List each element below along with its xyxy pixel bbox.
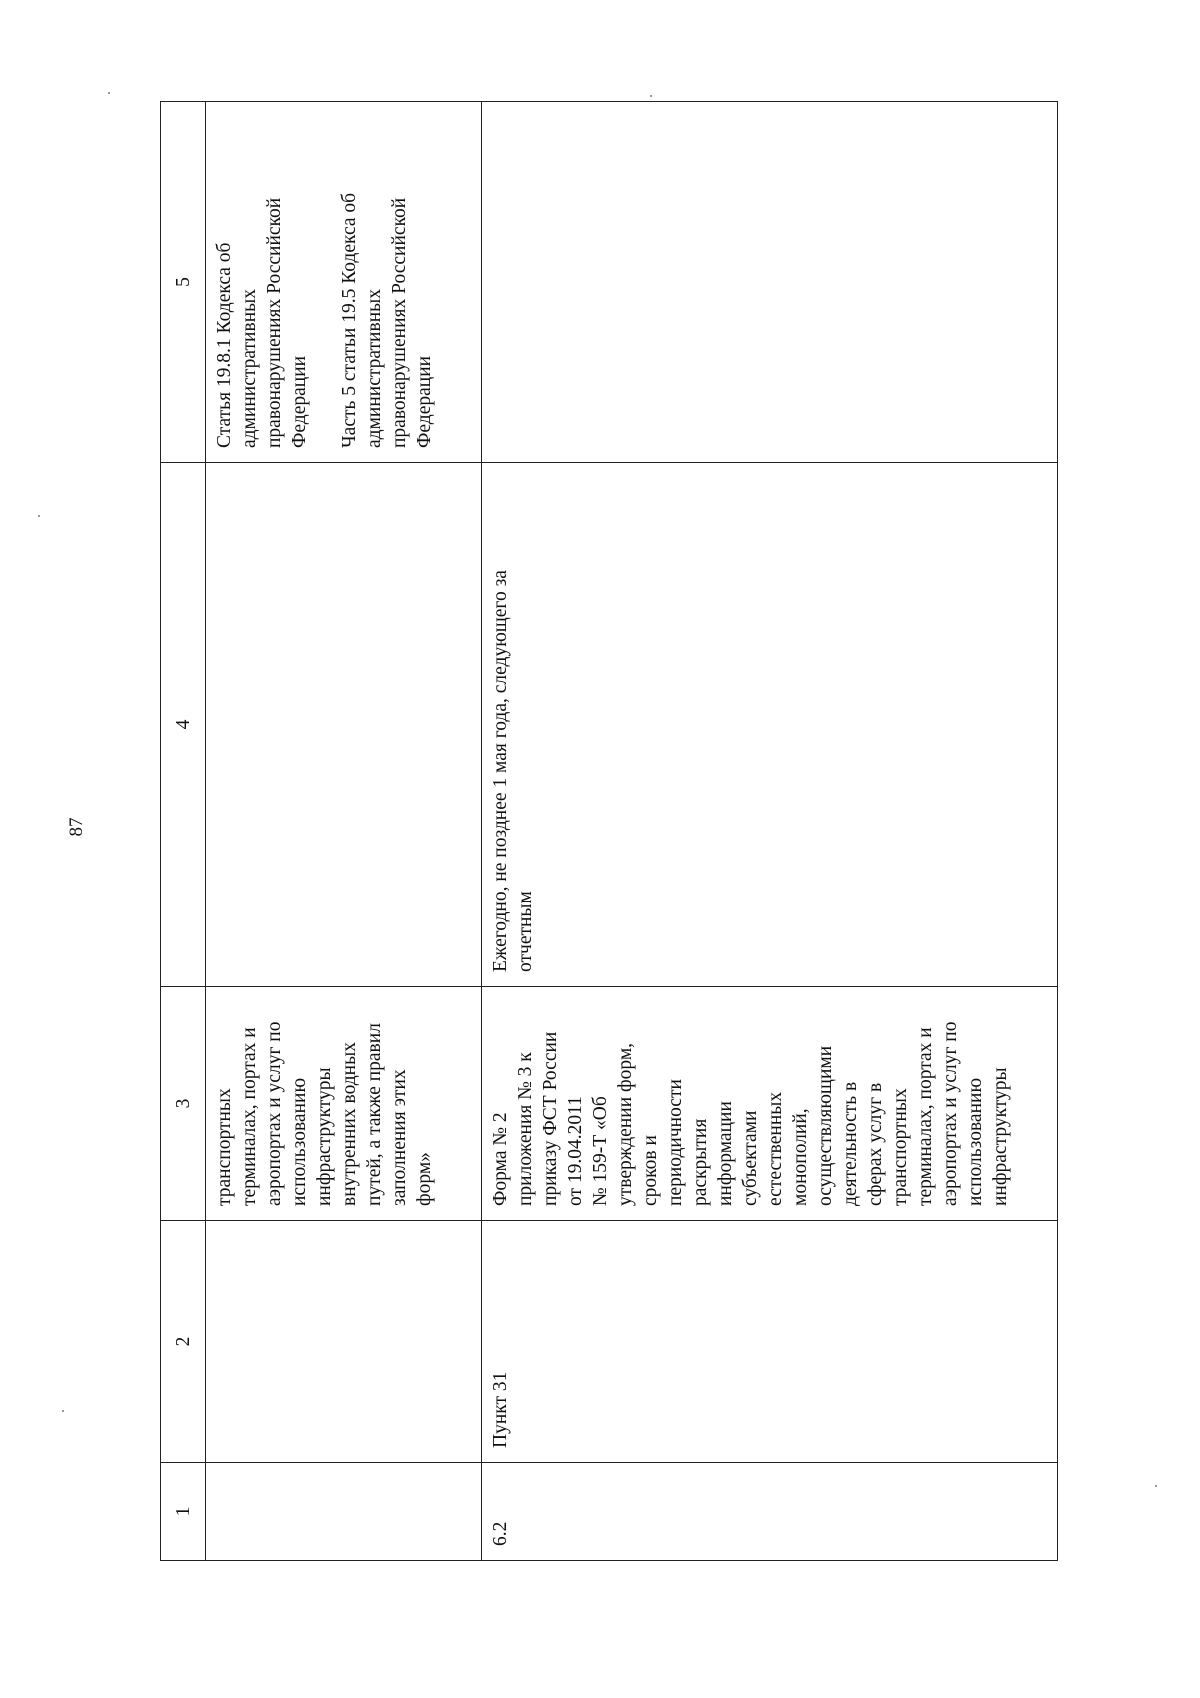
header-col-1: 1: [161, 1463, 206, 1561]
text-line: монополий,: [790, 1108, 811, 1206]
text-line: деятельность в: [840, 1081, 861, 1206]
text-line: инфраструктуры: [990, 1067, 1011, 1206]
text-line: отчетным: [515, 891, 536, 972]
scan-speck: [650, 95, 652, 97]
text-line: утверждении форм,: [615, 1042, 636, 1206]
row2-deadline-cell: [482, 463, 1058, 987]
text-line: использованию: [289, 1077, 310, 1206]
row1-clause-cell: [206, 1221, 482, 1463]
text-line: правонарушениях Российской: [389, 197, 410, 448]
row1-liability-cell: [206, 102, 482, 463]
text-line: форм»: [414, 1152, 435, 1206]
text-line: терминалах, портах и: [915, 1027, 936, 1206]
header-col-3: 3: [161, 987, 206, 1221]
header-col-4: 4: [161, 463, 206, 987]
text-line: инфраструктуры: [314, 1067, 335, 1206]
text-line: транспортных: [214, 1088, 235, 1206]
row1-deadline-cell: [206, 463, 482, 987]
row2-number-cell: 6.2: [482, 1463, 1058, 1561]
text-line: правонарушениях Российской: [264, 197, 285, 448]
text-line: внутренних водных: [339, 1042, 360, 1206]
line-gap: [312, 110, 337, 448]
text-line: транспортных: [890, 1088, 911, 1206]
text-line: информации: [715, 1101, 736, 1206]
text-line: естественных: [765, 1091, 786, 1206]
text-line: сроков и: [640, 1135, 661, 1206]
requirements-table: [160, 101, 1058, 1561]
row2-liability-cell: [482, 102, 1058, 463]
row2-clause-cell: Пункт 31: [482, 1221, 1058, 1463]
text-line: Федерации: [289, 355, 310, 448]
text-line: № 159-Т «Об: [590, 1096, 611, 1206]
page-number: 87: [66, 817, 87, 837]
text-line: субъектами: [740, 1110, 761, 1206]
rotated-table-wrapper: [160, 102, 1066, 1561]
row2-form-cell: [482, 987, 1058, 1221]
text-line: сферах услуг в: [865, 1082, 886, 1206]
text-line: использованию: [965, 1077, 986, 1206]
text-line: от 19.04.2011: [565, 1096, 586, 1206]
text-line: Часть 5 статьи 19.5 Кодекса об: [339, 192, 360, 448]
text-line: Федерации: [414, 355, 435, 448]
text-line: Статья 19.8.1 Кодекса об: [214, 242, 235, 448]
text-line: терминалах, портах и: [239, 1027, 260, 1206]
text-line: Ежегодно, не позднее 1 мая года, следующего за: [490, 570, 511, 972]
text-line: Форма № 2: [490, 1112, 511, 1206]
header-row: [161, 102, 206, 1561]
scan-speck: [1155, 1485, 1157, 1487]
header-col-2: 2: [161, 1221, 206, 1463]
table-row: [206, 102, 482, 1561]
text-line: путей, а также правил: [364, 1023, 385, 1206]
scan-speck: [62, 1410, 64, 1412]
scan-speck: [38, 515, 40, 517]
text-line: аэропортах и услуг по: [264, 1021, 285, 1206]
row1-number-cell: [206, 1463, 482, 1561]
text-line: осуществляющими: [815, 1045, 836, 1206]
text-line: аэропортах и услуг по: [940, 1021, 961, 1206]
header-col-5: 5: [161, 102, 206, 463]
text-line: административных: [239, 289, 260, 448]
text-line: раскрытия: [690, 1118, 711, 1206]
scan-speck: [108, 92, 110, 94]
text-line: приложения № 3 к: [515, 1052, 536, 1206]
text-line: приказу ФСТ России: [540, 1031, 561, 1206]
text-line: заполнения этих: [389, 1069, 410, 1206]
text-line: периодичности: [665, 1079, 686, 1206]
text-line: административных: [364, 289, 385, 448]
table-row: [482, 102, 1058, 1561]
row1-form-cell: [206, 987, 482, 1221]
